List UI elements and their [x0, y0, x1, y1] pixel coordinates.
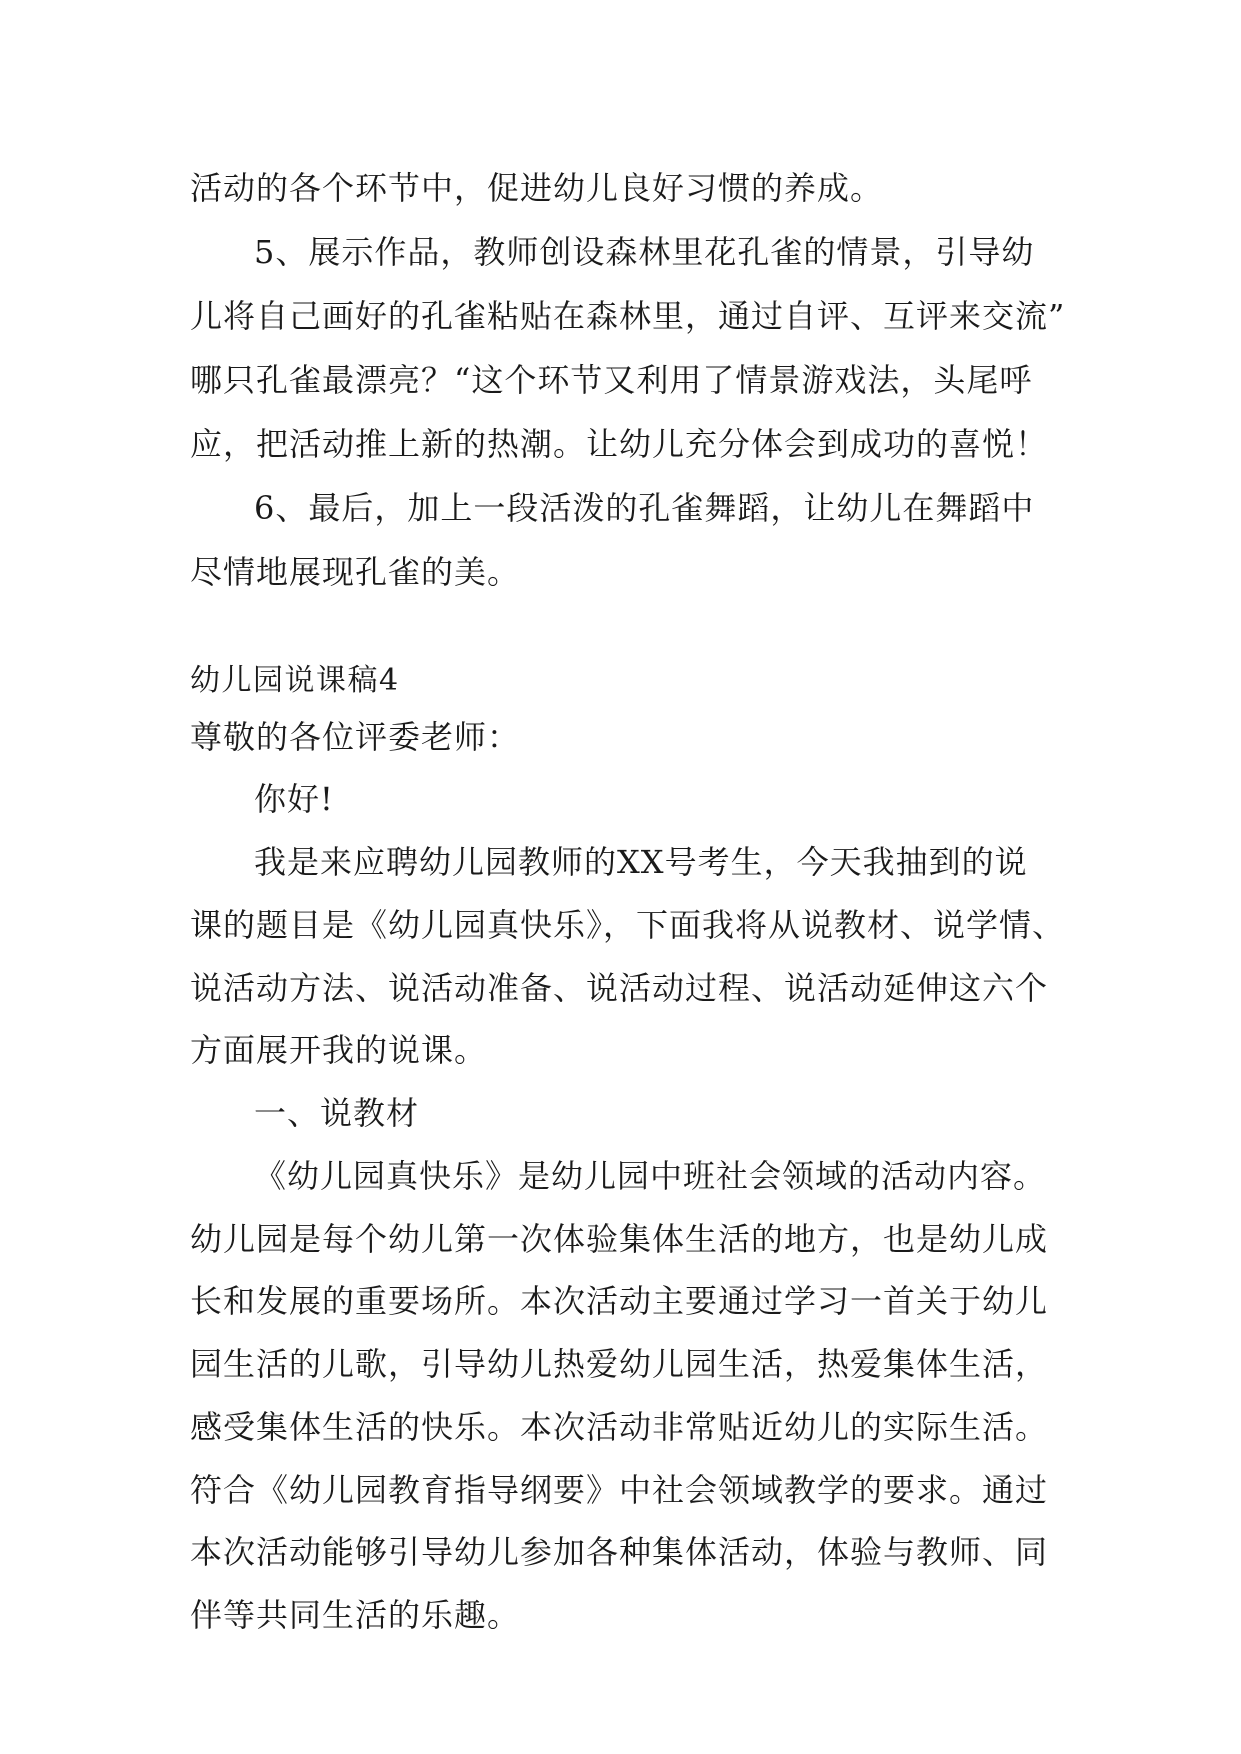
paragraph-line: 应，把活动推上新的热潮。让幼儿充分体会到成功的喜悦！ — [190, 425, 1049, 463]
paragraph-line: 符合《幼儿园教育指导纲要》中社会领域教学的要求。通过 — [190, 1471, 1049, 1509]
paragraph-line: 幼儿园是每个幼儿第一次体验集体生活的地方，也是幼儿成 — [190, 1220, 1049, 1258]
paragraph-line: 课的题目是《幼儿园真快乐》，下面我将从说教材、说学情、 — [190, 906, 1066, 944]
paragraph-line: 感受集体生活的快乐。本次活动非常贴近幼儿的实际生活。 — [190, 1408, 1049, 1446]
paragraph-line: 尽情地展现孔雀的美。 — [190, 553, 521, 591]
paragraph-line: 本次活动能够引导幼儿参加各种集体活动，体验与教师、同 — [190, 1533, 1049, 1571]
paragraph-line: 长和发展的重要场所。本次活动主要通过学习一首关于幼儿 — [190, 1282, 1049, 1320]
greeting: 你好! — [254, 780, 334, 818]
paragraph-line: 5、展示作品，教师创设森林里花孔雀的情景，引导幼 — [254, 233, 1035, 271]
paragraph-line: 《幼儿园真快乐》是幼儿园中班社会领域的活动内容。 — [254, 1157, 1047, 1195]
paragraph-line: 园生活的儿歌，引导幼儿热爱幼儿园生活，热爱集体生活， — [190, 1345, 1049, 1383]
paragraph-line: 哪只孔雀最漂亮？“这个环节又利用了情景游戏法，头尾呼 — [190, 361, 1033, 399]
paragraph-line: 我是来应聘幼儿园教师的XX号考生，今天我抽到的说 — [254, 843, 1028, 881]
paragraph-line: 方面展开我的说课。 — [190, 1031, 488, 1069]
salutation: 尊敬的各位评委老师： — [190, 718, 521, 756]
subsection-title: 一、说教材 — [254, 1094, 420, 1132]
paragraph-line: 伴等共同生活的乐趣。 — [190, 1596, 521, 1634]
paragraph-line: 6、最后，加上一段活泼的孔雀舞蹈，让幼儿在舞蹈中 — [254, 489, 1035, 527]
paragraph-line: 说活动方法、说活动准备、说活动过程、说活动延伸这六个 — [190, 969, 1049, 1007]
paragraph-line: 儿将自己画好的孔雀粘贴在森林里，通过自评、互评来交流” — [190, 297, 1066, 335]
paragraph-line: 活动的各个环节中，促进幼儿良好习惯的养成。 — [190, 169, 884, 207]
section-title: 幼儿园说课稿4 — [190, 663, 400, 698]
